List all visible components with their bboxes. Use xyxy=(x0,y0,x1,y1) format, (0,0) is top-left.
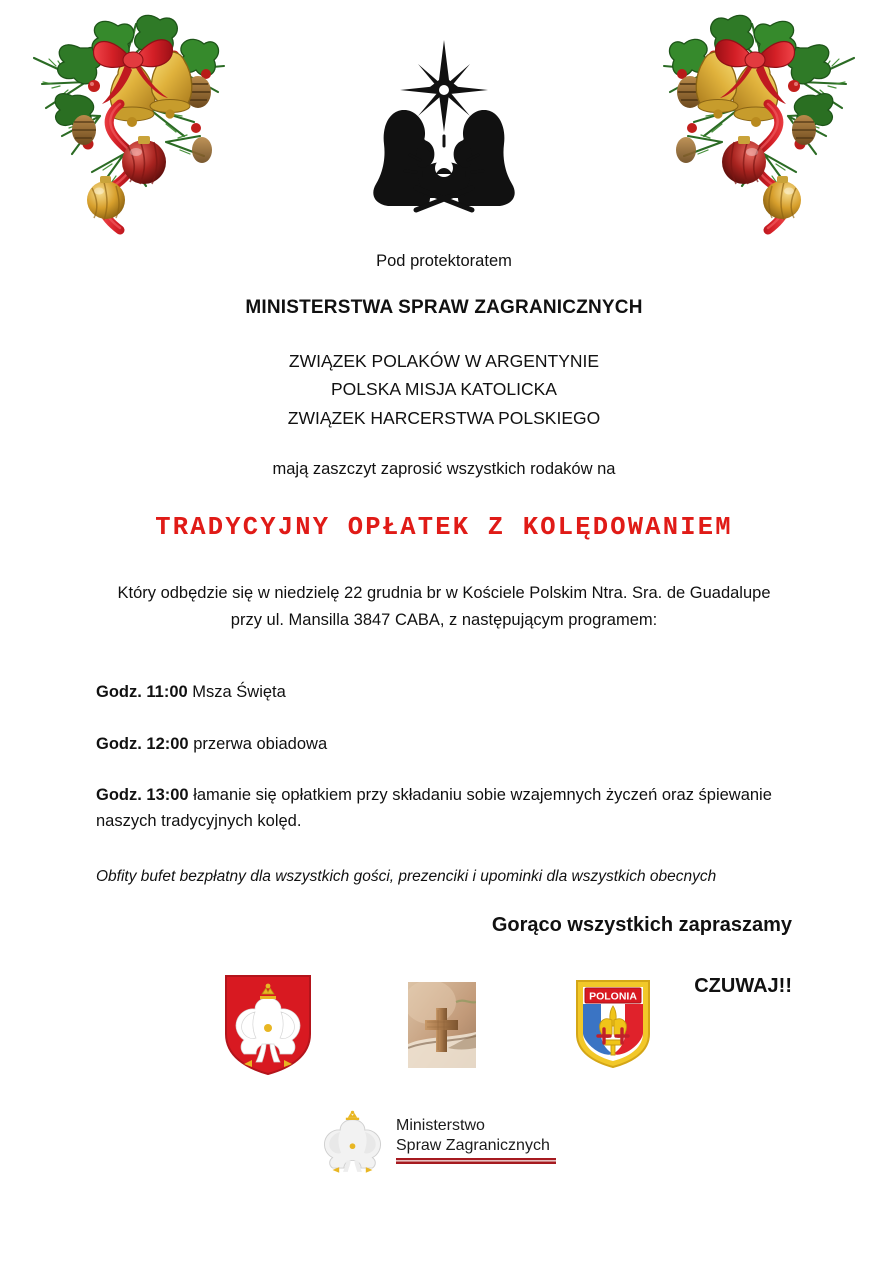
ornament-gold-ball xyxy=(87,176,125,220)
ornament-red-ball xyxy=(122,136,166,184)
trailing-ribbon xyxy=(754,104,787,230)
organizer-item: POLSKA MISJA KATOLICKA xyxy=(331,379,557,400)
zhp-polonia-shield-emblem xyxy=(574,978,652,1070)
msz-eagle-icon xyxy=(324,1111,380,1173)
schedule-item xyxy=(96,732,792,758)
red-bow xyxy=(716,40,795,104)
wooden-cross-photo xyxy=(408,982,476,1068)
page-title: TRADYCYJNY OPŁATEK Z KOLĘDOWANIEM xyxy=(155,513,733,543)
poster-body xyxy=(0,252,888,886)
schedule-item xyxy=(96,680,792,706)
pine-needles xyxy=(677,30,845,186)
schedule-activity: łamanie się opłatkiem przy składaniu sobie wzajemnych życzeń oraz śpiewanie naszych tradycyjnych kolęd. xyxy=(96,786,772,830)
schedule-item xyxy=(96,783,792,834)
nativity-silhouette-icon xyxy=(344,28,544,228)
holly-leaves xyxy=(55,15,218,128)
schedule-time: Godz. 13:00 xyxy=(96,786,189,805)
schedule-activity: Msza Święta xyxy=(187,683,286,702)
organizer-item: ZWIĄZEK POLAKÓW W ARGENTYNIE xyxy=(288,351,600,371)
polish-coat-of-arms-emblem xyxy=(222,972,314,1076)
ministry-logo-line-1: Ministerstwo xyxy=(396,1117,485,1134)
event-location xyxy=(96,580,792,634)
pine-branches xyxy=(664,24,854,190)
closing-welcome: Gorąco wszystkich zapraszamy xyxy=(491,914,792,936)
red-bow xyxy=(94,40,173,104)
schedule-activity: przerwa obiadowa xyxy=(188,734,328,753)
polonia-banner-text: POLONIA xyxy=(589,990,637,1003)
christmas-garland-right xyxy=(650,4,860,244)
holly-leaves xyxy=(669,15,832,128)
pine-needles xyxy=(43,30,211,186)
trailing-ribbon xyxy=(100,104,133,230)
event-location-line-2: przy ul. Mansilla 3847 CABA, z następującym programem: xyxy=(230,611,658,630)
emblem-row xyxy=(0,972,888,1084)
organizer-item: ZWIĄZEK HARCERSTWA POLSKIEGO xyxy=(287,407,601,428)
schedule-time: Godz. 12:00 xyxy=(96,734,189,753)
trailing-ribbon-highlight xyxy=(102,104,134,228)
invitation-line: mają zaszczyt zaprosić wszystkich rodaków na xyxy=(272,460,616,479)
pine-cones xyxy=(72,76,212,163)
gold-bells xyxy=(696,52,778,127)
christmas-garland-left xyxy=(28,4,238,244)
pine-branches xyxy=(34,24,224,190)
pine-cones xyxy=(676,76,816,163)
patron-organization: MINISTERSTWA SPRAW ZAGRANICZNYCH xyxy=(245,297,643,318)
event-location-line-1: Który odbędzie się w niedzielę 22 grudnia br w Kościele Polskim Ntra. Sra. de Guadalupe xyxy=(117,584,771,603)
holly-berries xyxy=(83,51,212,150)
trailing-ribbon-highlight xyxy=(754,104,786,228)
schedule-list xyxy=(96,680,792,834)
schedule-time: Godz. 11:00 xyxy=(96,683,188,702)
ornament-red-ball xyxy=(722,136,766,184)
patronage-label: Pod protektoratem xyxy=(376,252,512,270)
closing-scout-salute: CZUWAJ!! xyxy=(694,975,792,997)
buffet-note: Obfity bufet bezpłatny dla wszystkich gości, prezenciki i upominki dla wszystkich obecnych xyxy=(96,868,717,886)
ministry-logo xyxy=(320,1108,560,1174)
ministry-logo-line-2: Spraw Zagranicznych xyxy=(396,1137,550,1154)
organizer-list xyxy=(96,347,792,432)
ornament-gold-ball xyxy=(763,176,801,220)
holly-berries xyxy=(677,51,806,150)
gold-bells xyxy=(110,52,192,127)
